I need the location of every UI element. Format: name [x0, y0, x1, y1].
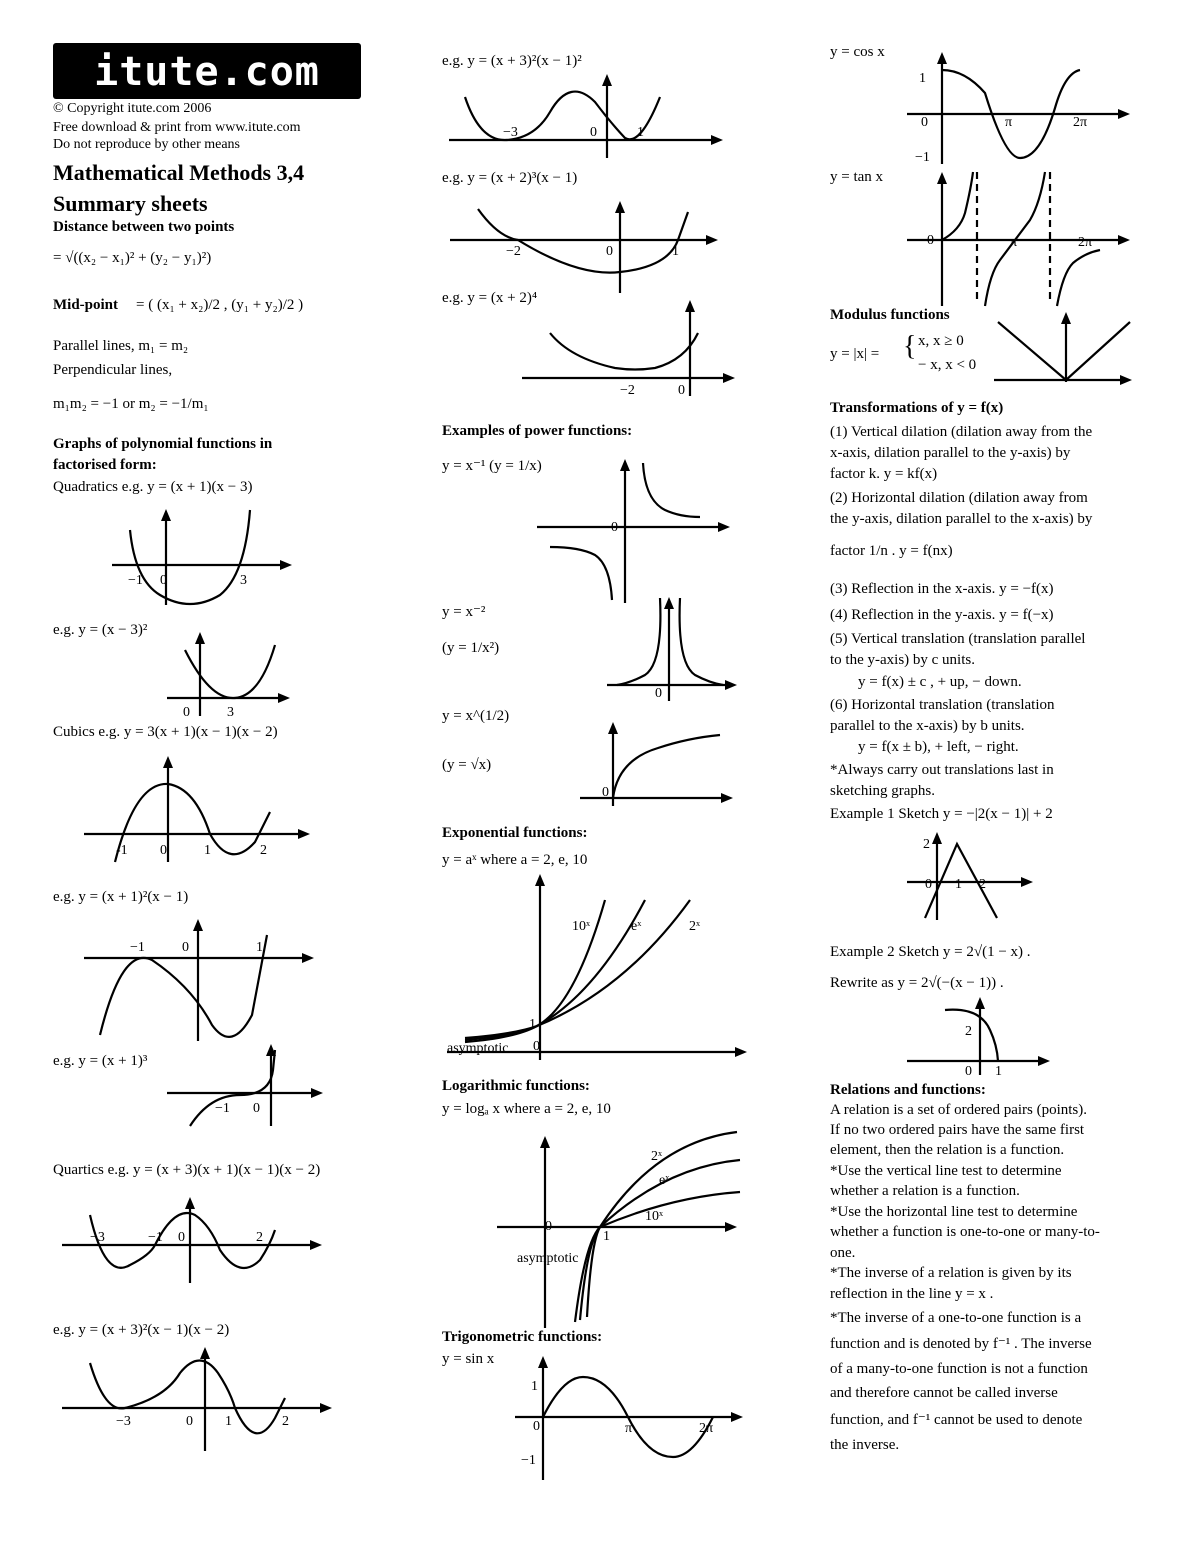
square-tick-1: 0 — [183, 705, 190, 720]
quartic-tick-1: −3 — [90, 1230, 105, 1245]
ex2-label: e.g. y = (x + 2)³(x − 1) — [442, 170, 578, 186]
example2-line-1: Example 2 Sketch y = 2√(1 − x) . — [830, 944, 1031, 960]
ex3-graph — [520, 298, 740, 398]
rel-line-15: function, and f⁻¹ cannot be used to denote — [830, 1412, 1083, 1428]
ex1-graph — [445, 72, 730, 162]
cos-tick-3: π — [1005, 115, 1013, 130]
sin-tick-1: 1 — [531, 1379, 538, 1394]
rel-line-6: *Use the horizontal line test to determine — [830, 1204, 1078, 1220]
pow1-label: y = x⁻¹ (y = 1/x) — [442, 458, 542, 474]
quartic2-label: e.g. y = (x + 3)²(x − 1)(x − 2) — [53, 1322, 230, 1338]
cubic-tick-4: 2 — [260, 843, 267, 858]
rel-line-11: *The inverse of a one-to-one function is a — [830, 1310, 1082, 1326]
square-tick-2: 3 — [227, 705, 234, 720]
ex1-tick-3: 1 — [637, 125, 644, 140]
copyright-line-3: Do not reproduce by other means — [53, 137, 240, 152]
trans-line-13: parallel to the x-axis) by b units. — [830, 718, 1025, 734]
quartic-label: Quartics e.g. y = (x + 3)(x + 1)(x − 1)(x − 2) — [53, 1162, 321, 1178]
example1-tick-1: 2 — [923, 837, 930, 852]
modulus-case-2: − x, x < 0 — [918, 357, 977, 373]
cubic3-graph — [165, 1040, 330, 1130]
pow2-label-b: (y = 1/x²) — [442, 640, 500, 656]
pow2-graph — [605, 593, 745, 703]
exponential-graph — [445, 870, 750, 1065]
copyright-line-1: © Copyright itute.com 2006 — [53, 101, 212, 116]
sin-graph — [513, 1352, 748, 1482]
trans-line-7: (3) Reflection in the x-axis. y = −f(x) — [830, 581, 1054, 597]
ex1-tick-2: 0 — [590, 125, 597, 140]
cubic3-label: e.g. y = (x + 1)³ — [53, 1053, 148, 1069]
perpendicular-lines: Perpendicular lines, — [53, 362, 173, 378]
cubic2-tick-2: 0 — [182, 940, 189, 955]
cubic2-tick-3: 1 — [256, 940, 263, 955]
distance-formula: = √((x₂ − x₁)² + (y₂ − y₁)²) — [53, 250, 212, 266]
square-label: e.g. y = (x − 3)² — [53, 622, 148, 638]
cubic2-tick-1: −1 — [130, 940, 145, 955]
distance-heading: Distance between two points — [53, 219, 235, 235]
pow2-label-a: y = x⁻² — [442, 604, 486, 620]
trans-line-12: (6) Horizontal translation (translation — [830, 697, 1055, 713]
cubic-graph — [80, 752, 320, 864]
relations-heading: Relations and functions: — [830, 1082, 986, 1098]
cos-tick-1: 1 — [919, 71, 926, 86]
logarithmic-graph — [495, 1132, 745, 1332]
quartic2-tick-2: 0 — [186, 1414, 193, 1429]
sin-tick-2: 0 — [533, 1419, 540, 1434]
trans-line-16: sketching graphs. — [830, 783, 935, 799]
parallel-lines: Parallel lines, m₁ = m₂ — [53, 338, 189, 354]
sin-tick-4: 2π — [699, 1421, 714, 1436]
log-curve-label-1: 2ˣ — [651, 1149, 663, 1164]
midpoint-formula: = ( (x₁ + x₂)/2 , (y₁ + y₂)/2 ) — [136, 297, 304, 313]
exp-asymptotic: asymptotic — [447, 1041, 509, 1056]
cos-tick-5: −1 — [915, 150, 930, 165]
trans-line-5: the y-axis, dilation parallel to the x-axis) by — [830, 511, 1093, 527]
quadratic-graph — [100, 505, 300, 610]
log-curve-label-2: eˣ — [659, 1173, 670, 1188]
example2-tick-1: 2 — [965, 1024, 972, 1039]
modulus-prefix: y = |x| = — [830, 346, 880, 362]
pow3-graph — [578, 720, 743, 810]
rel-line-10: reflection in the line y = x . — [830, 1286, 994, 1302]
perpendicular-formula: m₁m₂ = −1 or m₂ = −1/m₁ — [53, 396, 209, 412]
log-asymptotic: asymptotic — [517, 1251, 579, 1266]
modulus-case-1: x, x ≥ 0 — [918, 333, 964, 349]
trans-line-8: (4) Reflection in the y-axis. y = f(−x) — [830, 607, 1054, 623]
log-zero: 0 — [545, 1219, 552, 1234]
exp-one: 1 — [529, 1017, 536, 1032]
quartic-tick-3: 0 — [178, 1230, 185, 1245]
tan-tick-2: π — [1010, 235, 1018, 250]
tan-label: y = tan x — [830, 169, 884, 185]
ex1-label: e.g. y = (x + 3)²(x − 1)² — [442, 53, 582, 69]
tan-tick-1: 0 — [927, 233, 934, 248]
quartic2-graph — [60, 1343, 340, 1453]
sin-tick-3: π — [625, 1421, 633, 1436]
cubic-tick-1: -1 — [116, 843, 128, 858]
logarithmic-heading: Logarithmic functions: — [442, 1078, 590, 1094]
example2-graph — [905, 995, 1055, 1077]
quadratic-label: Quadratics e.g. y = (x + 1)(x − 3) — [53, 479, 253, 495]
trans-line-10: to the y-axis) by c units. — [830, 652, 975, 668]
example2-tick-2: 0 — [965, 1064, 972, 1079]
cubic-label: Cubics e.g. y = 3(x + 1)(x − 1)(x − 2) — [53, 724, 278, 740]
rel-line-2: If no two ordered pairs have the same first — [830, 1122, 1085, 1138]
rel-line-8: one. — [830, 1245, 856, 1261]
quartic2-tick-3: 1 — [225, 1414, 232, 1429]
rel-line-7: whether a function is one-to-one or many-to- — [830, 1224, 1100, 1240]
quartic2-tick-4: 2 — [282, 1414, 289, 1429]
quartic-graph — [60, 1195, 330, 1285]
cos-label: y = cos x — [830, 44, 885, 60]
exponential-label: y = aˣ where a = 2, e, 10 — [442, 852, 588, 868]
trans-line-6: factor 1/n . y = f(nx) — [830, 543, 953, 559]
trans-line-1: (1) Vertical dilation (dilation away from the — [830, 424, 1093, 440]
cubic2-graph — [82, 915, 322, 1045]
rel-line-1: A relation is a set of ordered pairs (points). — [830, 1102, 1088, 1118]
site-logo: itute.com — [53, 43, 361, 99]
example1-tick-2: 0 — [925, 877, 932, 892]
ex3-label: e.g. y = (x + 2)⁴ — [442, 290, 538, 306]
log-curve-label-3: 10ˣ — [645, 1209, 664, 1224]
pow1-zero: 0 — [611, 520, 618, 535]
pow1-graph — [535, 455, 740, 605]
midpoint-label: Mid-point — [53, 297, 119, 313]
example1-tick-4: 2 — [979, 877, 986, 892]
modulus-brace: { — [903, 331, 917, 362]
rel-line-16: the inverse. — [830, 1437, 900, 1453]
quartic2-tick-1: −3 — [116, 1414, 131, 1429]
pow2-zero: 0 — [655, 686, 662, 701]
log-one: 1 — [603, 1229, 610, 1244]
example2-tick-3: 1 — [995, 1064, 1002, 1079]
tan-tick-3: 2π — [1078, 235, 1093, 250]
cubic2-label: e.g. y = (x + 1)²(x − 1) — [53, 889, 189, 905]
transformations-heading: Transformations of y = f(x) — [830, 400, 1004, 416]
example1-tick-3: 1 — [955, 877, 962, 892]
sin-tick-5: −1 — [521, 1453, 536, 1468]
rel-line-5: whether a relation is a function. — [830, 1183, 1020, 1199]
trans-line-17: Example 1 Sketch y = −|2(x − 1)| + 2 — [830, 806, 1053, 822]
cos-tick-4: 2π — [1073, 115, 1088, 130]
example2-line-2: Rewrite as y = 2√(−(x − 1)) . — [830, 975, 1004, 991]
cubic-tick-2: 0 — [160, 843, 167, 858]
quartic-tick-4: 2 — [256, 1230, 263, 1245]
rel-line-12: function and is denoted by f⁻¹ . The inverse — [830, 1336, 1092, 1352]
pow3-label-b: (y = √x) — [442, 757, 492, 773]
trans-line-15: *Always carry out translations last in — [830, 762, 1054, 778]
quad-tick-1: −1 — [128, 573, 143, 588]
trans-line-3: factor k. y = kf(x) — [830, 466, 938, 482]
exponential-heading: Exponential functions: — [442, 825, 588, 841]
doc-title-line-1: Mathematical Methods 3,4 — [53, 160, 305, 185]
modulus-heading: Modulus functions — [830, 307, 950, 323]
doc-title-line-2: Summary sheets — [53, 191, 208, 216]
cubic3-tick-1: −1 — [215, 1101, 230, 1116]
tan-graph — [905, 168, 1135, 308]
rel-line-9: *The inverse of a relation is given by its — [830, 1265, 1072, 1281]
exp-curve-label-3: 2ˣ — [689, 919, 701, 934]
ex3-tick-1: −2 — [620, 383, 635, 398]
cos-tick-2: 0 — [921, 115, 928, 130]
copyright-line-2: Free download & print from www.itute.com — [53, 120, 301, 135]
trans-line-14: y = f(x ± b), + left, − right. — [858, 739, 1019, 755]
ex2-tick-1: −2 — [506, 244, 521, 259]
trans-line-4: (2) Horizontal dilation (dilation away from — [830, 490, 1088, 506]
pow3-label-a: y = x^(1/2) — [442, 708, 510, 724]
trig-heading: Trigonometric functions: — [442, 1329, 603, 1345]
ex3-tick-2: 0 — [678, 383, 685, 398]
quad-tick-2: 0 — [160, 573, 167, 588]
rel-line-4: *Use the vertical line test to determine — [830, 1163, 1062, 1179]
poly-heading-2: factorised form: — [53, 457, 157, 473]
pow3-zero: 0 — [602, 785, 609, 800]
square-graph — [165, 630, 305, 720]
cubic3-tick-2: 0 — [253, 1101, 260, 1116]
trans-line-2: x-axis, dilation parallel to the y-axis) by — [830, 445, 1071, 461]
quartic-tick-2: −1 — [148, 1230, 163, 1245]
logarithmic-label: y = logₐ x where a = 2, e, 10 — [442, 1101, 611, 1117]
exp-curve-label-2: eˣ — [631, 919, 642, 934]
exp-curve-label-1: 10ˣ — [572, 919, 591, 934]
ex1-tick-1: −3 — [503, 125, 518, 140]
ex2-graph — [448, 197, 728, 297]
exp-zero: 0 — [533, 1039, 540, 1054]
poly-heading-1: Graphs of polynomial functions in — [53, 436, 273, 452]
example1-graph — [905, 830, 1040, 922]
rel-line-14: and therefore cannot be called inverse — [830, 1385, 1058, 1401]
trans-line-9: (5) Vertical translation (translation parallel — [830, 631, 1086, 647]
quad-tick-3: 3 — [240, 573, 247, 588]
rel-line-3: element, then the relation is a function. — [830, 1142, 1065, 1158]
ex2-tick-2: 0 — [606, 244, 613, 259]
power-heading: Examples of power functions: — [442, 423, 633, 439]
trans-line-11: y = f(x) ± c , + up, − down. — [858, 674, 1022, 690]
rel-line-13: of a many-to-one function is not a function — [830, 1361, 1088, 1377]
cos-graph — [905, 48, 1135, 166]
sin-label: y = sin x — [442, 1351, 495, 1367]
modulus-graph — [992, 310, 1140, 390]
ex2-tick-3: 1 — [672, 244, 679, 259]
cubic-tick-3: 1 — [204, 843, 211, 858]
